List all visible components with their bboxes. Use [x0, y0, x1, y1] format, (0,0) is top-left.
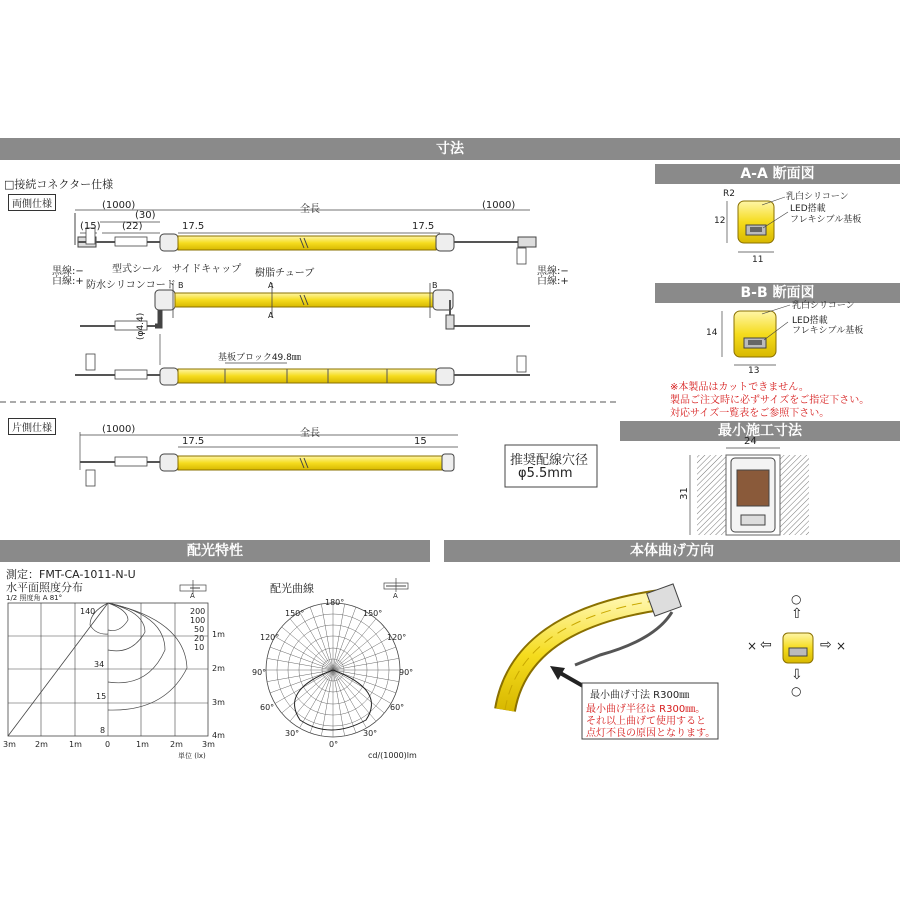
angle-120-left: 120° [260, 633, 280, 642]
lux-8: 8 [100, 726, 106, 735]
aa-led2: フレキシブル基板 [790, 215, 862, 225]
note-3: 対応サイズ一覧表をご参照下さい。 [670, 408, 830, 419]
arrow-right-icon: ⇨ [820, 637, 832, 653]
section-a-top: A [268, 281, 274, 290]
xtick-4: 1m [136, 740, 149, 749]
bb-width: 13 [748, 366, 760, 376]
aa-height: 12 [714, 216, 726, 226]
aa-led1: LED搭載 [790, 204, 826, 214]
dim-1000-single: (1000) [102, 424, 136, 435]
angle-60-right: 60° [390, 703, 405, 712]
dist-3m: 3m [212, 698, 225, 707]
section-b-right: B [432, 281, 438, 290]
aa-silicone: 乳白シリコーン [786, 192, 849, 202]
dim-15-single: 15 [414, 436, 427, 447]
note-2: 製品ご注文時に必ずサイズをご指定下さい。 [670, 395, 870, 406]
bend-note-2: それ以上曲げて使用すると [586, 716, 706, 727]
single-side-label: 片側仕様 [8, 418, 56, 435]
legend-50: 50 [194, 625, 205, 634]
xtick-3: 0 [105, 740, 111, 749]
angle-90-left: 90° [252, 668, 267, 677]
min-install-width: 24 [744, 436, 757, 447]
dim-total-single: 全長 [300, 428, 320, 439]
section-a-bottom: A [268, 311, 274, 320]
angle-180: 180° [325, 598, 345, 607]
min-install-height: 31 [678, 487, 690, 500]
bb-silicone: 乳白シリコーン [792, 301, 855, 311]
bend-cross-left: × [747, 639, 758, 653]
dist-4m: 4m [212, 731, 225, 740]
dist-2m: 2m [212, 664, 225, 673]
section-bb-header: B-B 断面図 [655, 283, 900, 303]
cord-label: 防水シリコンコード [86, 280, 176, 291]
horizontal-label: 水平面照度分布 [6, 581, 83, 594]
curve-title: 配光曲線 [270, 582, 314, 595]
angle-30-right: 30° [363, 729, 378, 738]
xtick-2: 1m [69, 740, 82, 749]
dim-17-5-left: 17.5 [182, 221, 205, 232]
bend-circle-top: ○ [791, 592, 802, 606]
cross-section-aa [727, 197, 788, 252]
phi-label: (φ4.4) [136, 312, 146, 340]
arrow-left-icon: ⇦ [760, 637, 772, 653]
connector-title: □接続コネクター仕様 [4, 178, 114, 191]
legend-200: 200 [190, 607, 206, 616]
side-cap-label: サイドキャップ [172, 264, 242, 275]
section-dimensions-header: 寸法 [0, 138, 900, 160]
bend-cross-right: × [836, 639, 847, 653]
section-aa-header: A-A 断面図 [655, 164, 900, 184]
dim-30: (30) [135, 210, 156, 221]
aa-r2: R2 [723, 189, 735, 199]
angle-0: 0° [329, 740, 339, 749]
xtick-0: 3m [3, 740, 16, 749]
dim-15: (15) [80, 221, 101, 232]
resin-tube-label: 樹脂チューブ [255, 268, 315, 279]
illum-a: A [190, 592, 195, 600]
illuminance-chart [8, 580, 208, 736]
angle-120-right: 120° [387, 633, 407, 642]
legend-10: 10 [194, 643, 205, 652]
lux-15: 15 [96, 692, 107, 701]
black-wire-left: 黒線:− [52, 266, 84, 277]
xtick-1: 2m [35, 740, 48, 749]
half-angle-label: 1/2 照度角 A 81° [6, 594, 63, 602]
bend-circle-bottom: ○ [791, 684, 802, 698]
white-wire-right: 白線:+ [537, 276, 569, 287]
cross-section-bb [722, 305, 790, 365]
aa-width: 11 [752, 255, 764, 265]
angle-150-right: 150° [363, 609, 383, 618]
white-wire-left: 白線:+ [52, 276, 84, 287]
bb-height: 14 [706, 328, 718, 338]
both-side-label: 両側仕様 [8, 194, 56, 211]
angle-150-left: 150° [285, 609, 305, 618]
section-min-install-header: 最小施工寸法 [620, 421, 900, 441]
section-light-header: 配光特性 [0, 540, 430, 562]
angle-30-left: 30° [285, 729, 300, 738]
dim-17-5-right: 17.5 [412, 221, 435, 232]
block-label: 基板ブロック49.8㎜ [218, 353, 301, 363]
dist-1m: 1m [212, 630, 225, 639]
black-wire-right: 黒線:− [537, 266, 569, 277]
arrow-down-icon: ⇩ [791, 667, 803, 683]
note-1: ※本製品はカットできません。 [670, 382, 809, 393]
angle-60-left: 60° [260, 703, 275, 712]
arrow-up-icon: ⇧ [791, 606, 803, 622]
legend-100: 100 [190, 616, 206, 625]
angle-90-right: 90° [399, 668, 414, 677]
bend-note-3: 点灯不良の原因となります。 [586, 728, 716, 739]
strip-both-2 [80, 283, 530, 365]
legend-20: 20 [194, 634, 205, 643]
cd-unit: cd/(1000)lm [368, 751, 417, 760]
bend-min-label: 最小曲げ寸法 R300㎜ [590, 690, 690, 701]
polar-a: A [393, 592, 398, 600]
recommend-line2: φ5.5mm [518, 466, 573, 481]
bb-led1: LED搭載 [792, 316, 828, 326]
strip-single [80, 432, 458, 486]
lux-140: 140 [80, 607, 96, 616]
unit-label: 単位 (lx) [178, 752, 206, 760]
dim-total: 全長 [300, 204, 320, 215]
min-install-drawing [690, 448, 809, 535]
dim-1000-right: (1000) [482, 200, 516, 211]
xtick-5: 2m [170, 740, 183, 749]
section-bend-header: 本体曲げ方向 [444, 540, 900, 562]
xtick-6: 3m [202, 740, 215, 749]
dim-1000-left: (1000) [102, 200, 136, 211]
mold-seal-label: 型式シール [112, 264, 162, 275]
strip-both-3 [75, 354, 530, 385]
bend-note-1: 最小曲げ半径は R300㎜。 [586, 704, 706, 715]
dim-22: (22) [122, 221, 143, 232]
section-b-left: B [178, 281, 184, 290]
lux-34: 34 [94, 660, 105, 669]
measure-label: 測定：FMT-CA-1011-N-U [6, 568, 136, 581]
bb-led2: フレキシブル基板 [792, 326, 864, 336]
recommend-line1: 推奨配線穴径 [510, 453, 589, 468]
dim-17-5-single: 17.5 [182, 436, 205, 447]
